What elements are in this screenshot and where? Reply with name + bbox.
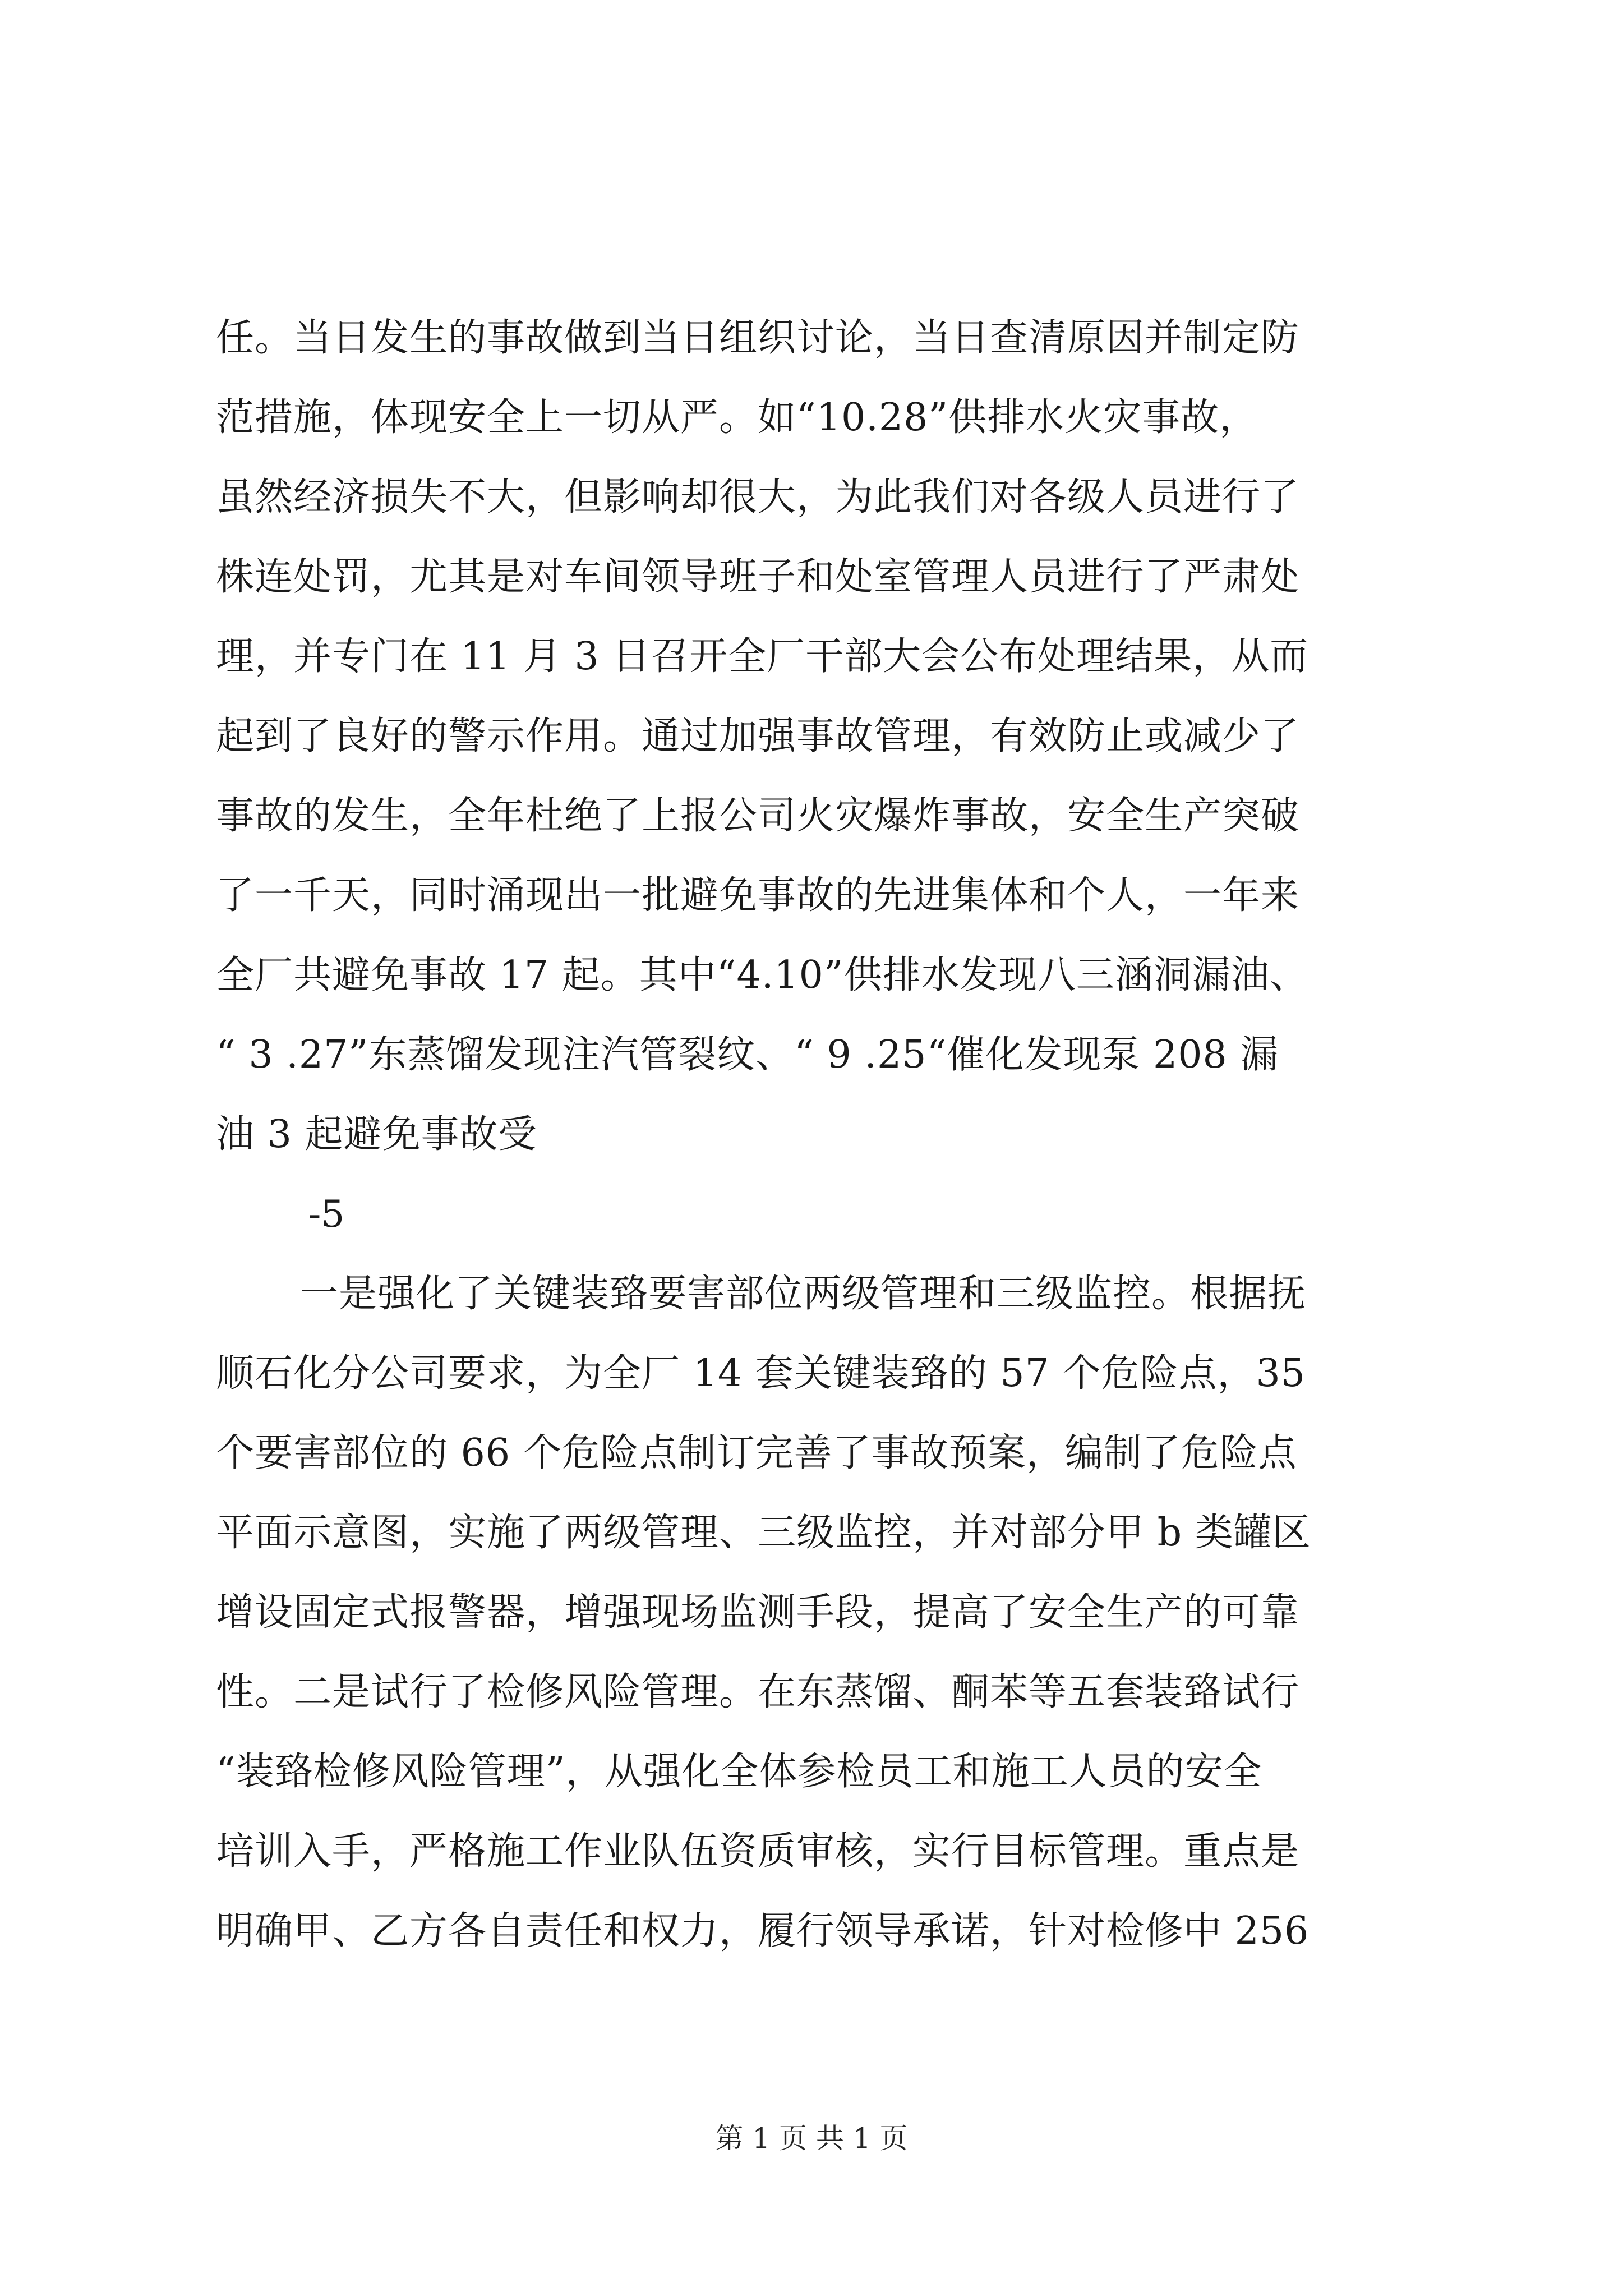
text-line: “ 3 .27”东蒸馏发现注汽管裂纹、“ 9 .25“催化发现泵 208 漏 <box>216 1033 1279 1077</box>
text-line: 增设固定式报警器，增强现场监测手段，提高了安全生产的可靠 <box>216 1590 1300 1635</box>
text-line: 一是强化了关键装臵要害部位两级管理和三级监控。根据抚 <box>300 1272 1307 1316</box>
text-line: 了一千天，同时涌现出一批避免事故的先进集体和个人，一年来 <box>216 873 1300 918</box>
paragraph-2 <box>216 1254 1427 1971</box>
text-line: 起到了良好的警示作用。通过加强事故管理，有效防止或减少了 <box>216 714 1300 758</box>
text-line: 事故的发生，全年杜绝了上报公司火灾爆炸事故，安全生产突破 <box>216 794 1300 838</box>
text-line: “装臵检修风险管理”，从强化全体参检员工和施工人员的安全 <box>216 1750 1262 1794</box>
text-line: 明确甲、乙方各自责任和权力，履行领导承诺，针对检修中 256 <box>216 1909 1310 1953</box>
text-line: 任。当日发生的事故做到当日组织讨论，当日查清原因并制定防 <box>216 316 1300 360</box>
text-line: 全厂共避免事故 17 起。其中“4.10”供排水发现八三涵洞漏油、 <box>216 953 1308 997</box>
text-line: 油 3 起避免事故受 <box>216 1112 537 1157</box>
text-line: 个要害部位的 66 个危险点制订完善了事故预案，编制了危险点 <box>216 1431 1297 1475</box>
text-line: 性。二是试行了检修风险管理。在东蒸馏、酮苯等五套装臵试行 <box>216 1670 1300 1714</box>
page-mark: -5 <box>308 1193 345 1236</box>
text-line: 顺石化分公司要求，为全厂 14 套关键装臵的 57 个危险点，35 <box>216 1351 1306 1396</box>
text-line: 平面示意图，实施了两级管理、三级监控，并对部分甲 b 类罐区 <box>216 1511 1311 1555</box>
text-line: 培训入手，严格施工作业队伍资质审核，实行目标管理。重点是 <box>216 1829 1300 1874</box>
page-footer: 第 1 页 共 1 页 <box>715 2122 908 2155</box>
text-line: 虽然经济损失不大，但影响却很大，为此我们对各级人员进行了 <box>216 475 1300 519</box>
paragraph-1 <box>216 298 1427 1175</box>
text-line: 理，并专门在 11 月 3 日召开全厂干部大会公布处理结果，从而 <box>216 634 1309 679</box>
document-body <box>216 298 1427 1971</box>
text-line: 范措施，体现安全上一切从严。如“10.28”供排水火灾事故， <box>216 395 1258 440</box>
text-line: 株连处罚，尤其是对车间领导班子和处室管理人员进行了严肃处 <box>216 555 1300 599</box>
